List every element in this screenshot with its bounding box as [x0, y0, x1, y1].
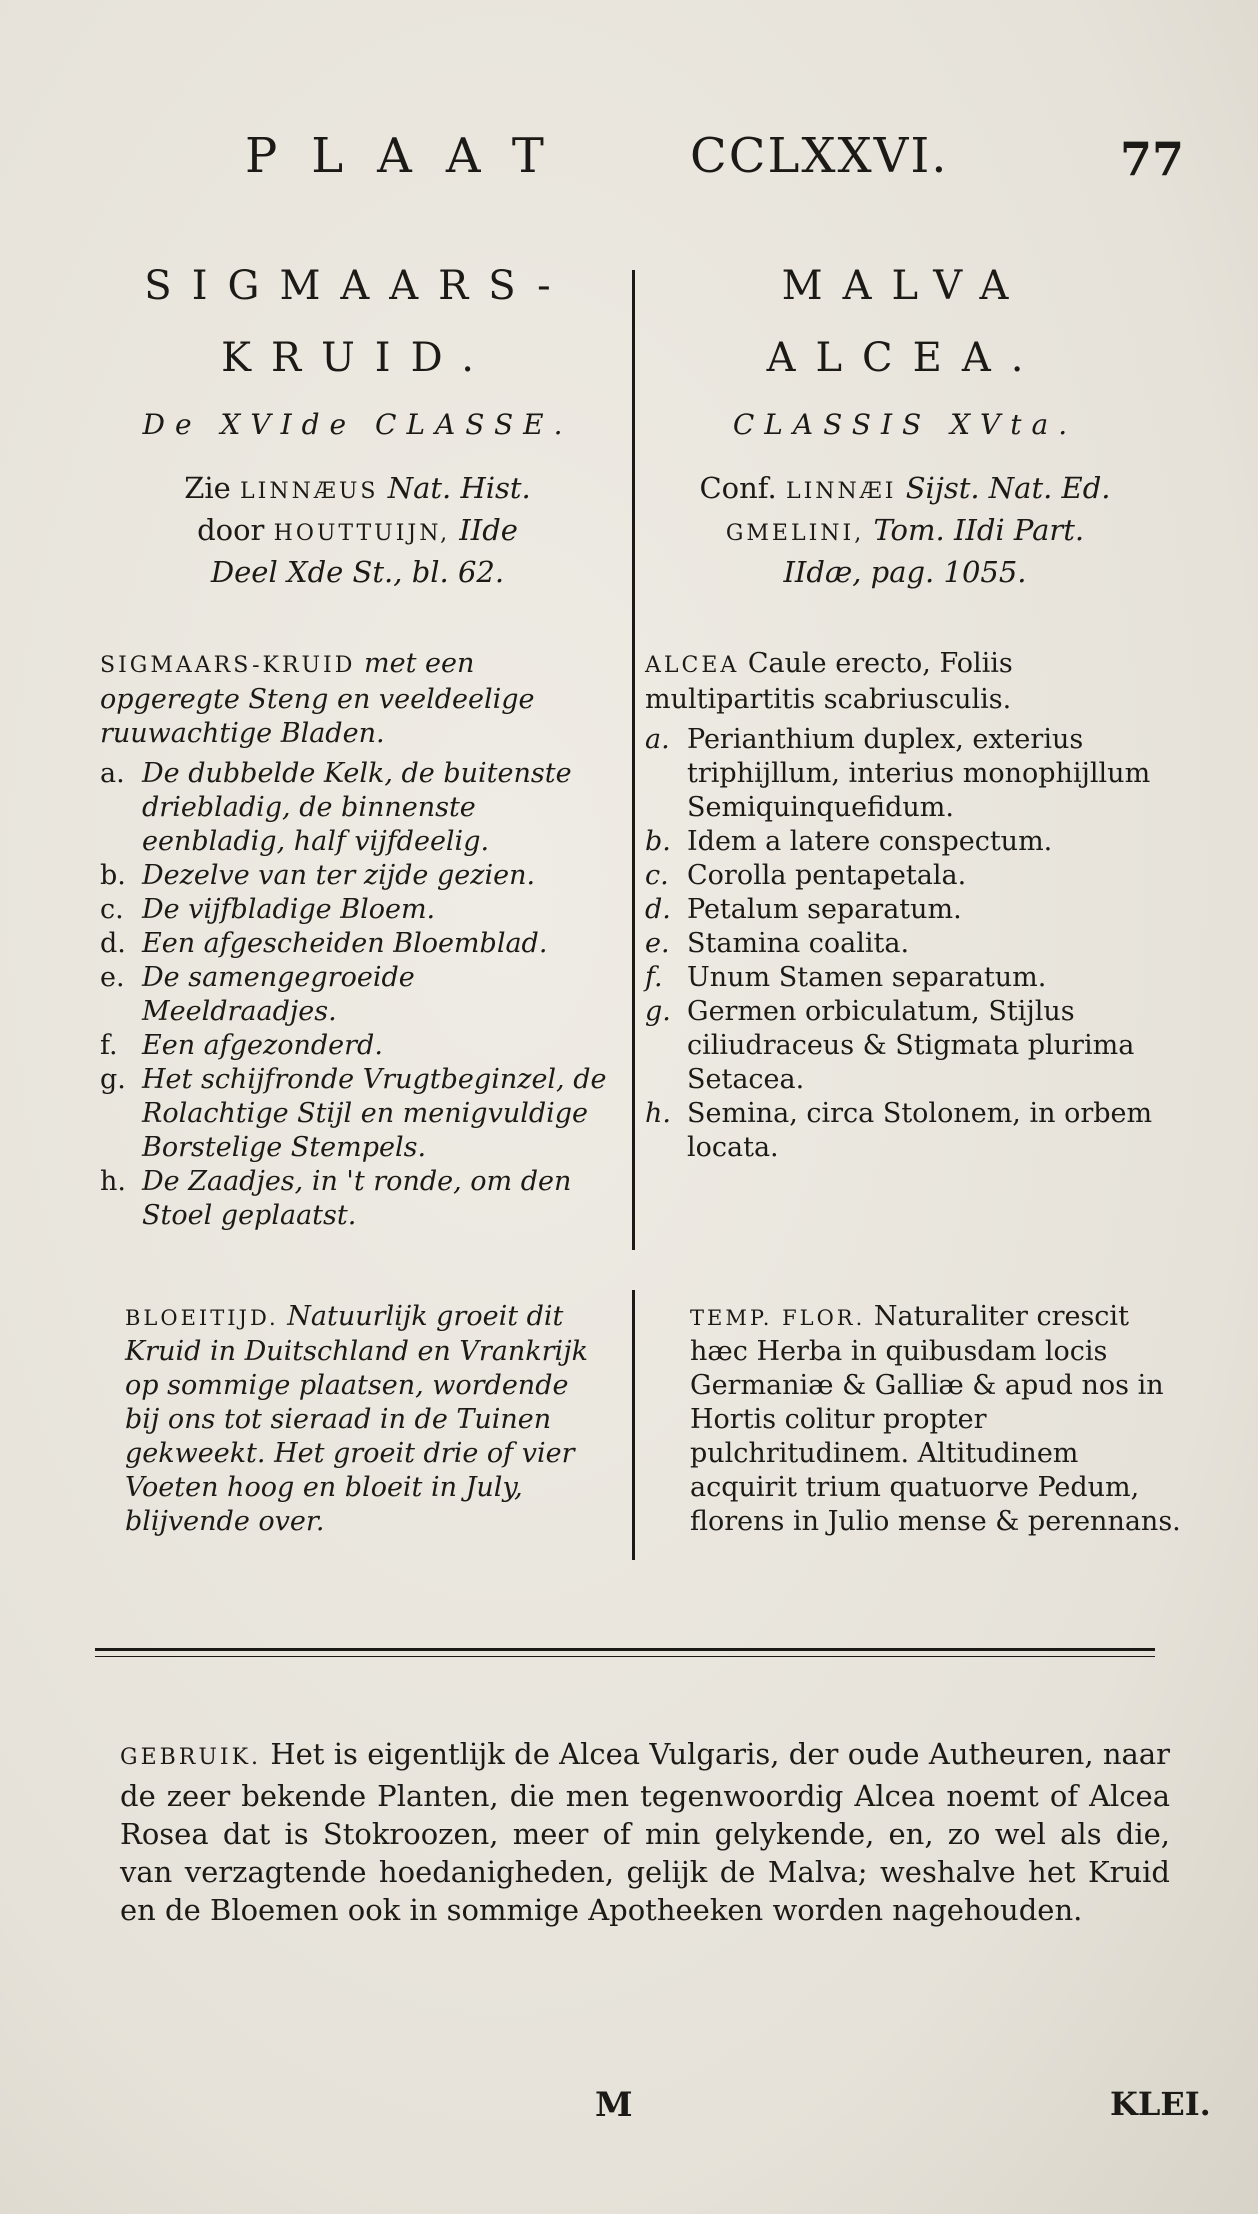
- dutch-figure-list: [100, 757, 615, 1233]
- latin-title-line2: ALCEA.: [766, 335, 1044, 381]
- dutch-flowering-text: Natuurlijk groeit dit Kruid in Duitschland en Vrankrijk op sommige plaatsen, wordende bij ons tot sieraad in de Tuinen gekweekt. Het groeit drie of vier Voeten hoog en bloeit in July, blijvende over.: [125, 1301, 588, 1537]
- latin-desc-text: Caule erecto, Foliis multipartitis scabriusculis.: [645, 648, 1013, 715]
- dutch-reference-line1: Zie LINNÆUS Nat. Hist.: [184, 471, 531, 505]
- list-item: b. Idem a latere conspectum.: [645, 826, 1053, 857]
- list-item: e. De samengegroeide Meeldraadjes.: [100, 962, 415, 1027]
- latin-desc-head: ALCEA: [645, 653, 740, 678]
- dutch-column: [100, 250, 615, 1233]
- column-divider-lower: [632, 1290, 635, 1560]
- dutch-title-line2: KRUID.: [221, 335, 494, 381]
- running-header: [0, 128, 1258, 188]
- list-item: h. Semina, circa Stolonem, in orbem locata.: [645, 1098, 1153, 1163]
- list-item: c. Corolla pentapetala.: [645, 860, 967, 891]
- plate-number: CCLXXVI.: [690, 128, 949, 184]
- latin-description: [645, 647, 1165, 717]
- column-divider-upper: [632, 270, 635, 1250]
- dutch-title-line1: SIGMAARS-: [144, 263, 571, 309]
- latin-reference-line3: IIdæ, pag. 1055.: [783, 555, 1027, 589]
- section-divider-thick: [95, 1648, 1155, 1651]
- plate-label: PLAAT: [245, 128, 578, 184]
- section-divider-thin: [95, 1656, 1155, 1657]
- list-item: g. Het schijfronde Vrugtbeginzel, de Rolachtige Stijl en menigvuldige Borstelige Stempels.: [100, 1064, 607, 1163]
- latin-column: [645, 250, 1165, 1165]
- latin-reference-line2: GMELINI, Tom. IIdi Part.: [725, 513, 1085, 547]
- dutch-classe: De XVIde CLASSE.: [142, 408, 573, 441]
- list-item: d. Een afgescheiden Bloemblad.: [100, 928, 548, 959]
- signature-mark: M: [595, 2085, 633, 2125]
- latin-classe: CLASSIS XVta.: [732, 408, 1078, 441]
- list-item: e. Stamina coalita.: [645, 928, 910, 959]
- catchword: KLEI.: [1110, 2085, 1211, 2123]
- dutch-flowering-paragraph: [125, 1300, 610, 1539]
- list-item: c. De vijfbladige Bloem.: [100, 894, 436, 925]
- latin-flowering-text: Naturaliter crescit hæc Herba in quibusdam locis Germaniæ & Galliæ & apud nos in Hortis colitur propter pulchritudinem. Altitudinem acquirit trium quatuorve Pedum, florens in Julio mense & perennans.: [690, 1301, 1181, 1537]
- latin-flowering-label: TEMP. FLOR.: [690, 1306, 866, 1330]
- latin-figure-list: [645, 723, 1165, 1165]
- latin-reference-line1: Conf. LINNÆI Sijst. Nat. Ed.: [699, 471, 1111, 505]
- list-item: g. Germen orbiculatum, Stijlus ciliudraceus & Stigmata plurima Setacea.: [645, 996, 1135, 1095]
- list-item: a. Perianthium duplex, exterius triphijllum, interius monophijllum Semiquinquefidum.: [645, 724, 1151, 823]
- page-footer: [0, 2085, 1258, 2135]
- dutch-reference-line3: Deel Xde St., bl. 62.: [210, 555, 505, 589]
- dutch-flowering-label: BLOEITIJD.: [125, 1306, 279, 1330]
- list-item: f. Een afgezonderd.: [100, 1030, 383, 1061]
- list-item: b. Dezelve van ter zijde gezien.: [100, 860, 536, 891]
- latin-title-line1: MALVA: [781, 263, 1029, 309]
- list-item: h. De Zaadjes, in 't ronde, om den Stoel geplaatst.: [100, 1166, 572, 1231]
- dutch-desc-text: met een opgeregte Steng en veeldeelige ruuwachtige Bladen.: [100, 648, 535, 749]
- list-item: f. Unum Stamen separatum.: [645, 962, 1047, 993]
- dutch-reference-line2: door HOUTTUIJN, IIde: [197, 513, 518, 547]
- dutch-desc-head: SIGMAARS-KRUID: [100, 653, 356, 678]
- usage-label: GEBRUIK.: [120, 1745, 262, 1770]
- list-item: d. Petalum separatum.: [645, 894, 962, 925]
- usage-text: Het is eigentlijk de Alcea Vulgaris, der oude Autheuren, naar de zeer bekende Planten, die men tegenwoordig Alcea noemt of Alcea Rosea dat is Stokroozen, meer of min gelykende, en, zo wel als die, van verzagtende hoedanigheden, gelijk de Malva; weshalve het Kruid en de Bloemen ook in sommige Apotheeken worden nagehouden.: [120, 1737, 1171, 1927]
- page-number: 77: [1120, 132, 1185, 186]
- list-item: a. De dubbelde Kelk, de buitenste driebladig, de binnenste eenbladig, half vijfdeelig.: [100, 758, 572, 857]
- usage-paragraph: [120, 1735, 1170, 1929]
- dutch-description: [100, 647, 615, 751]
- latin-flowering-paragraph: [690, 1300, 1185, 1539]
